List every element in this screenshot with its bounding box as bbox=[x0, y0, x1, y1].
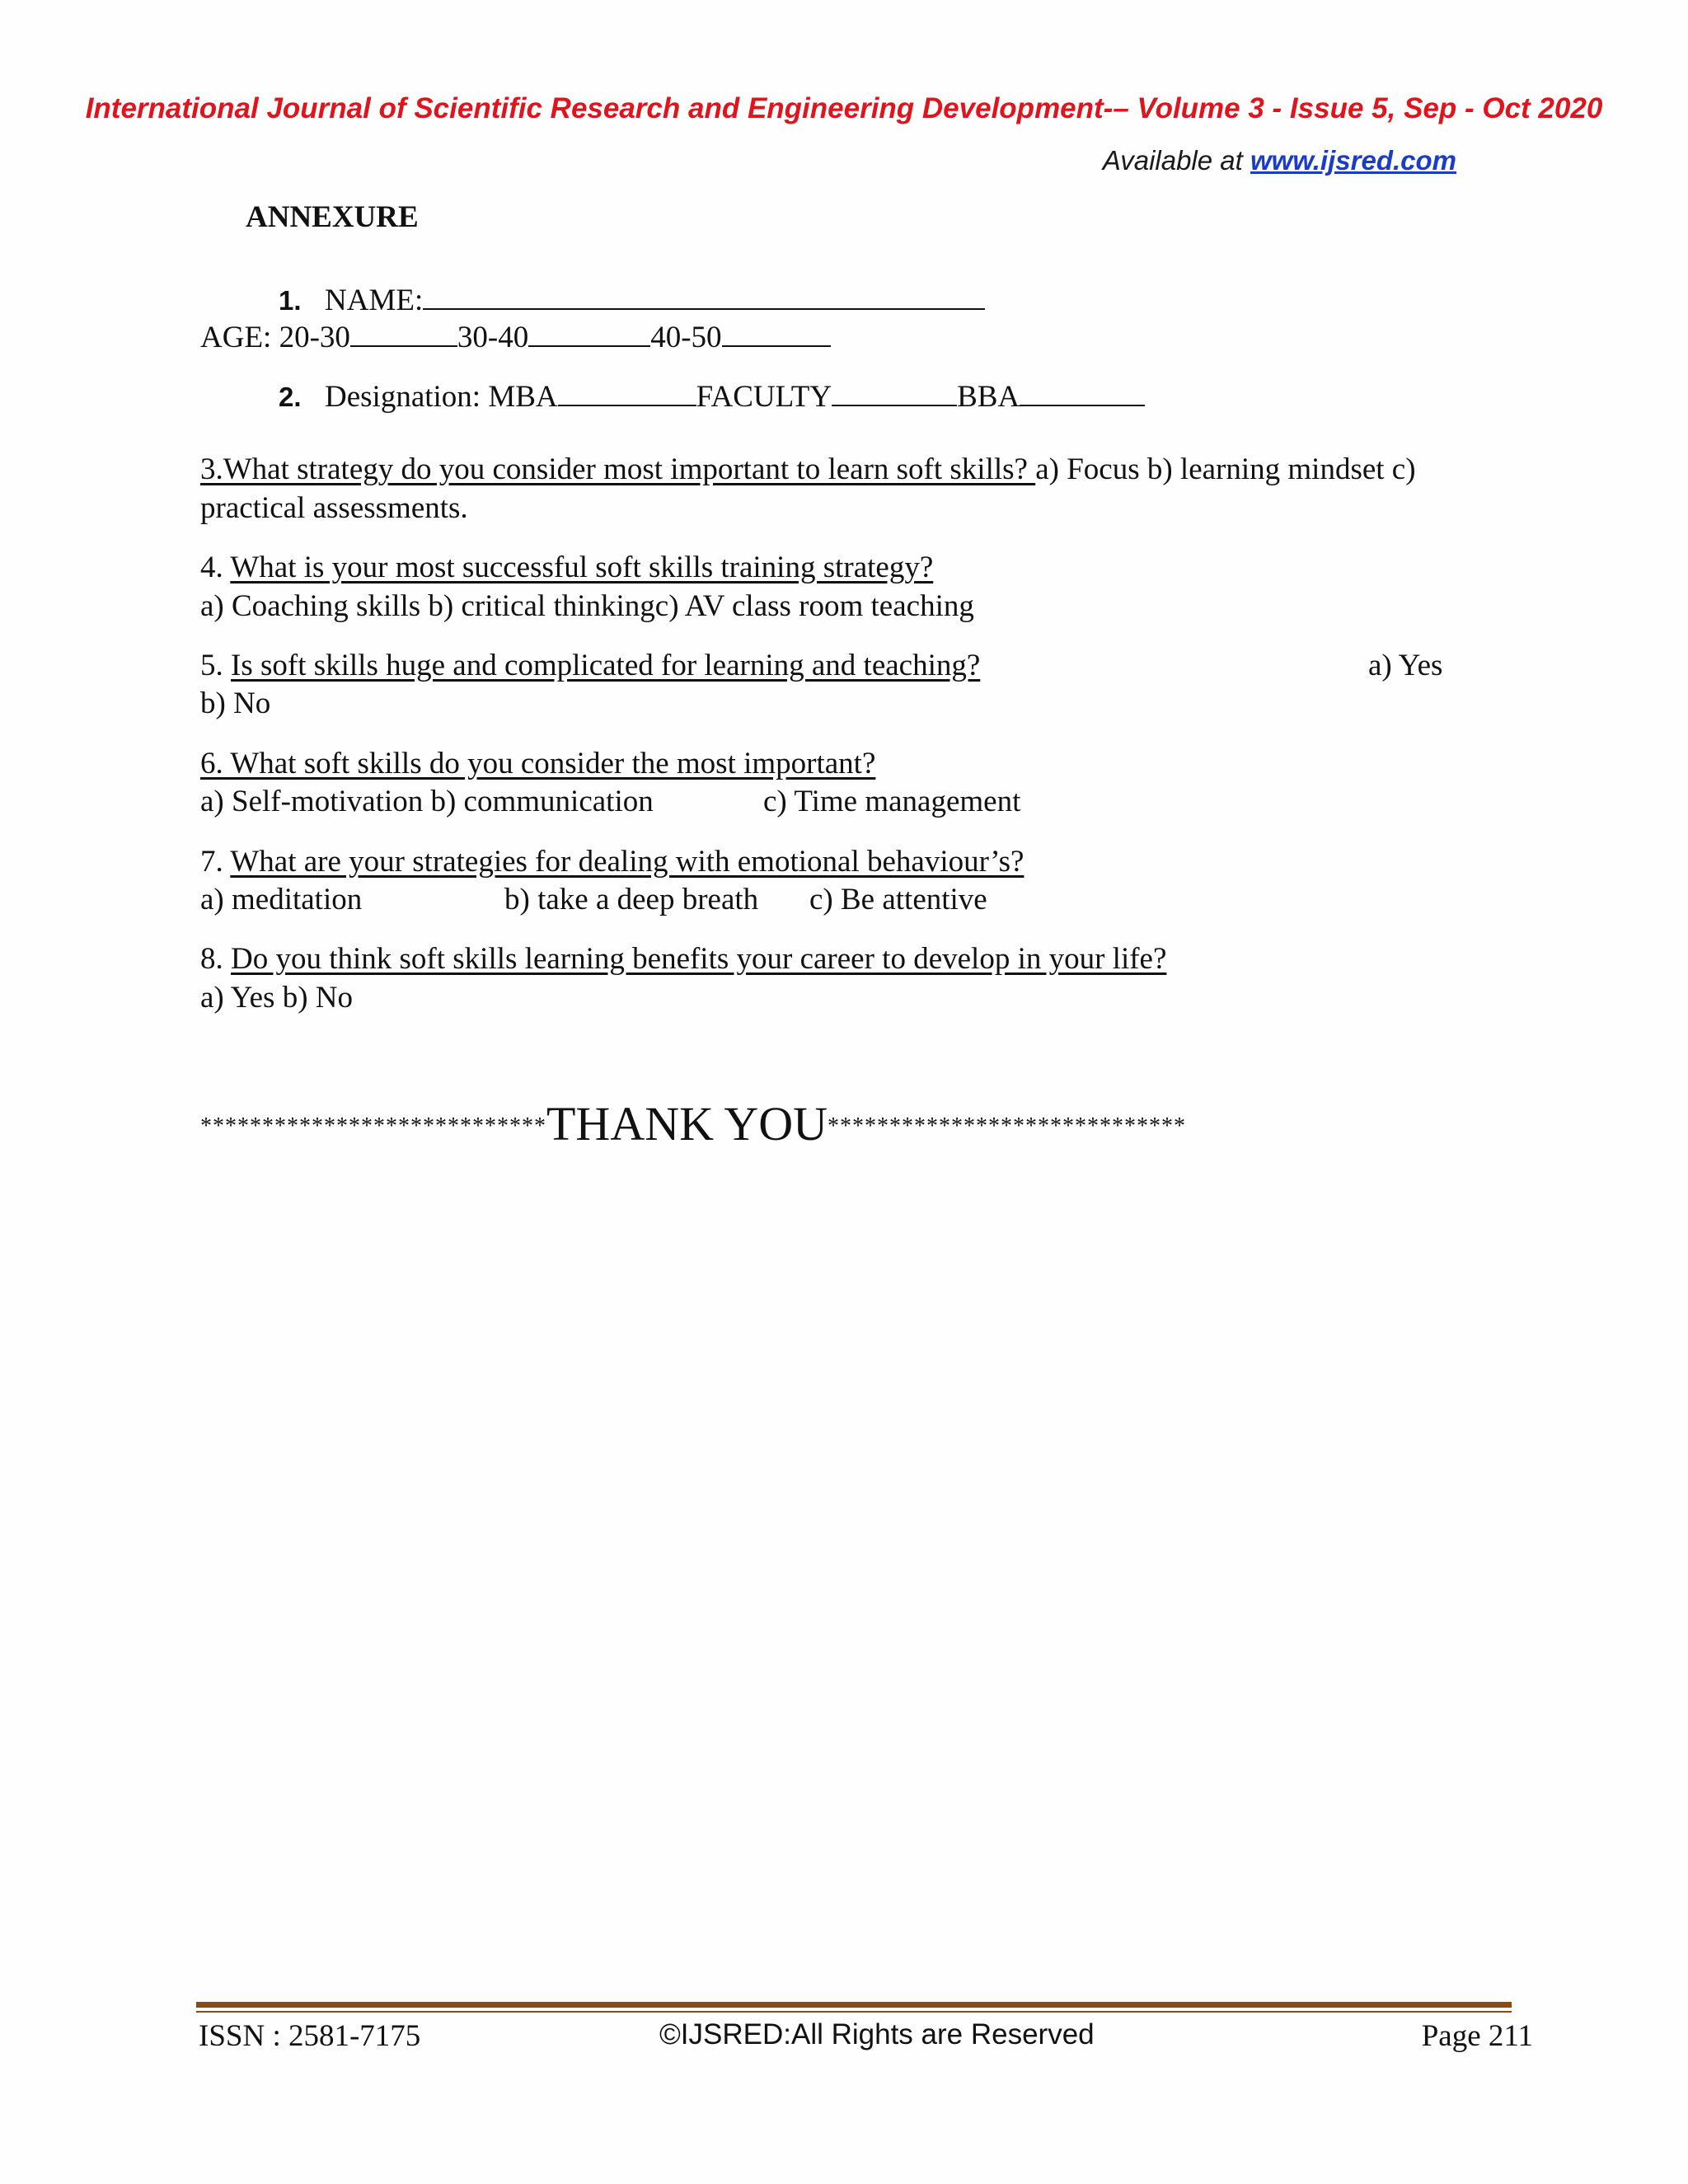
designation-label: Designation: MBA bbox=[325, 380, 558, 414]
question-5-option-b: b) No bbox=[200, 687, 271, 720]
designation-field-row bbox=[279, 379, 1145, 415]
footer-page-number: Page 211 bbox=[1421, 2019, 1533, 2053]
question-5 bbox=[200, 648, 980, 683]
stars-left: **************************** bbox=[200, 1113, 546, 1139]
question-6-options-ab: a) Self-motivation b) communication bbox=[200, 785, 654, 818]
name-field-row bbox=[279, 283, 985, 318]
age-option-30-40: 30-40 bbox=[457, 321, 529, 354]
question-3-options-cont: practical assessments. bbox=[200, 491, 468, 525]
age-blank-20-30[interactable] bbox=[350, 321, 457, 347]
availability-line bbox=[1103, 145, 1456, 176]
stars-right: ***************************** bbox=[827, 1113, 1186, 1139]
designation-option-faculty: FACULTY bbox=[696, 380, 832, 414]
question-7 bbox=[200, 844, 1024, 879]
footer-rule-thin bbox=[196, 2011, 1512, 2013]
annexure-heading: ANNEXURE bbox=[246, 200, 419, 234]
question-8-options: a) Yes b) No bbox=[200, 981, 353, 1015]
question-6-text: 6. What soft skills do you consider the most important? bbox=[200, 747, 876, 780]
question-6 bbox=[200, 746, 875, 781]
thank-you-line bbox=[200, 1096, 1186, 1151]
footer-rule bbox=[196, 2002, 1512, 2008]
availability-prefix: Available at bbox=[1102, 145, 1250, 176]
question-7-option-a: a) meditation bbox=[200, 883, 363, 916]
age-label: AGE: 20-30 bbox=[200, 321, 350, 354]
question-7-option-c: c) Be attentive bbox=[809, 883, 987, 916]
question-4-number: 4. bbox=[200, 551, 231, 584]
journal-website-link[interactable]: www.ijsred.com bbox=[1250, 145, 1456, 176]
question-4-options: a) Coaching skills b) critical thinkingc) AV class room teaching bbox=[200, 589, 974, 623]
question-7-number: 7. bbox=[200, 845, 231, 879]
question-8 bbox=[200, 941, 1166, 977]
age-option-40-50: 40-50 bbox=[650, 321, 722, 354]
question-6-option-c: c) Time management bbox=[763, 785, 1021, 818]
designation-blank-mba[interactable] bbox=[558, 380, 696, 406]
footer-issn: ISSN : 2581-7175 bbox=[199, 2019, 421, 2053]
question-7-text: What are your strategies for dealing with emotional behaviour’s? bbox=[230, 845, 1025, 879]
age-blank-30-40[interactable] bbox=[528, 321, 650, 347]
journal-header: International Journal of Scientific Research and Engineering Development-– Volume 3 - Issue 5, Sep - Oct 2020 bbox=[85, 92, 1603, 124]
name-label: NAME: bbox=[325, 284, 424, 317]
designation-blank-faculty[interactable] bbox=[832, 380, 957, 406]
question-8-text: Do you think soft skills learning benefits your career to develop in your life? bbox=[231, 942, 1167, 976]
thank-you-text: THANK YOU bbox=[546, 1097, 828, 1151]
question-4 bbox=[200, 550, 933, 585]
question-7-option-b: b) take a deep breath bbox=[504, 883, 759, 916]
question-5-number: 5. bbox=[200, 649, 231, 682]
question-8-number: 8. bbox=[200, 942, 231, 976]
question-3-text: 3.What strategy do you consider most important to learn soft skills? bbox=[200, 452, 1036, 486]
question-5-option-a: a) Yes bbox=[1368, 649, 1443, 682]
designation-option-bba: BBA bbox=[957, 380, 1020, 414]
item-number: 2. bbox=[279, 382, 302, 412]
question-3-options: a) Focus b) learning mindset c) bbox=[1035, 452, 1416, 486]
age-blank-40-50[interactable] bbox=[722, 321, 831, 347]
name-blank[interactable] bbox=[423, 284, 985, 310]
question-4-text: What is your most successful soft skills training strategy? bbox=[230, 551, 934, 584]
item-number: 1. bbox=[279, 285, 302, 316]
footer-copyright: ©IJSRED:All Rights are Reserved bbox=[659, 2018, 1095, 2050]
question-5-text: Is soft skills huge and complicated for learning and teaching? bbox=[231, 649, 981, 682]
age-field-row bbox=[200, 320, 831, 355]
question-3 bbox=[200, 452, 1416, 487]
designation-blank-bba[interactable] bbox=[1020, 380, 1145, 406]
